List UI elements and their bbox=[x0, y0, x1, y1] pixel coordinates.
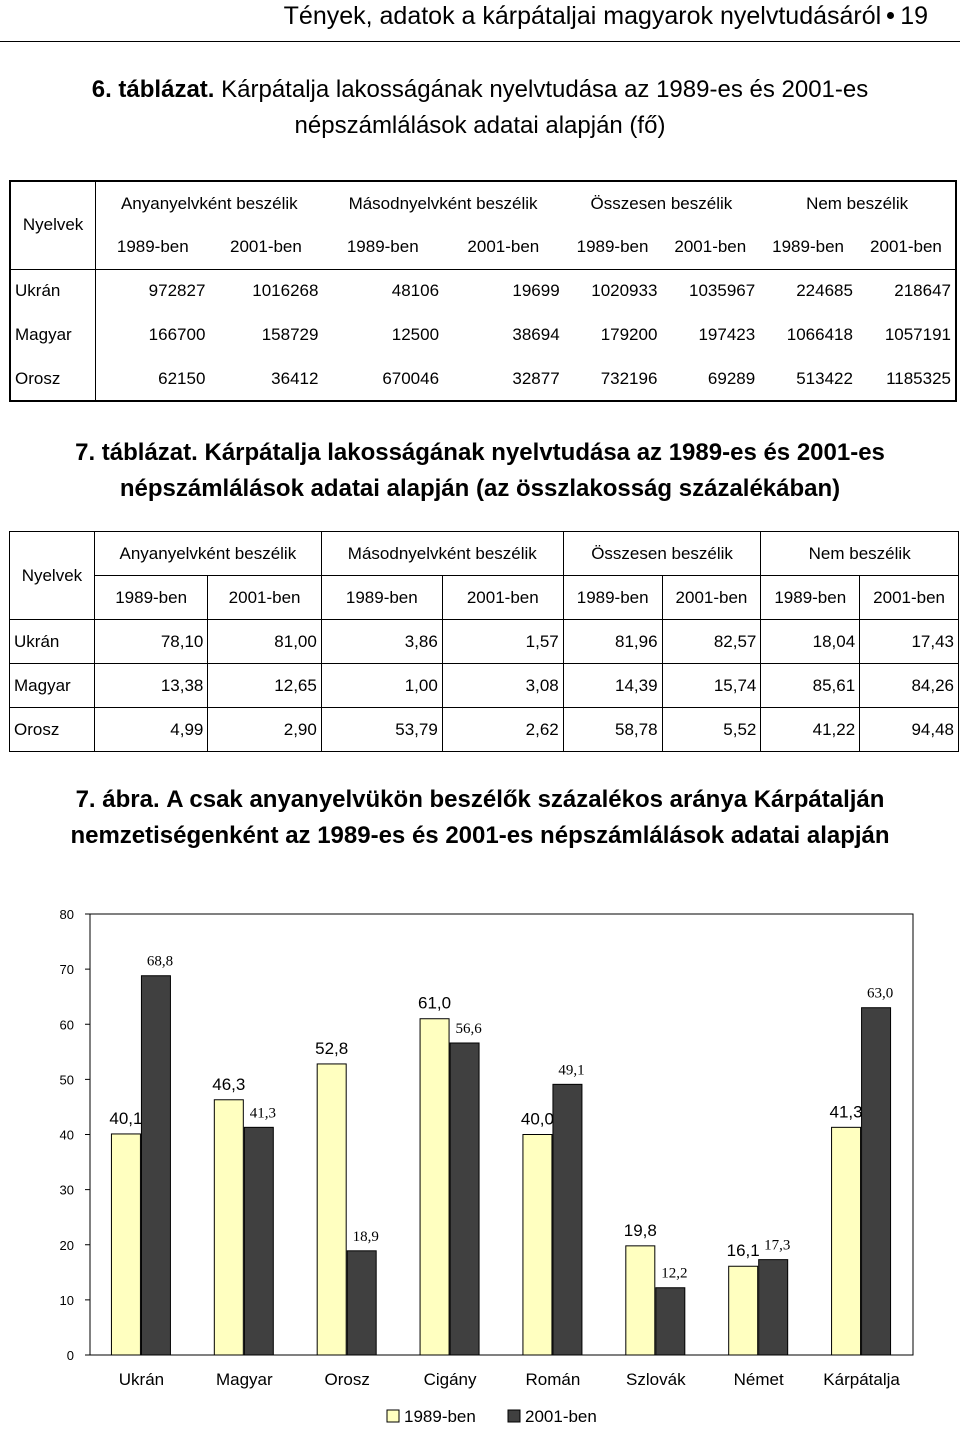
cell: 38694 bbox=[512, 325, 560, 344]
table6-caption-line2: népszámlálások adatai alapján (fő) bbox=[294, 112, 666, 139]
group-header: Anyanyelvként beszélik bbox=[120, 193, 298, 213]
data-label-2001: 12,2 bbox=[661, 1265, 688, 1282]
cell: 62150 bbox=[158, 368, 206, 388]
year-header: 2001-ben bbox=[442, 576, 563, 620]
plot-frame bbox=[90, 914, 913, 1355]
bar-chart bbox=[0, 890, 960, 1445]
cell: 179200 bbox=[600, 325, 658, 344]
cell: 1035967 bbox=[689, 281, 756, 301]
y-tick-label: 80 bbox=[59, 907, 74, 922]
legend-swatch-1989 bbox=[387, 1410, 399, 1422]
table6-caption-line1: Kárpátalja lakosságának nyelvtudása az 1989-es és 2001-es bbox=[221, 76, 869, 103]
cell: 17,43 bbox=[860, 620, 959, 664]
cell: 972827 bbox=[148, 281, 206, 301]
table-row bbox=[10, 269, 956, 313]
data-label-2001: 63,0 bbox=[866, 985, 894, 1002]
x-category-label: Német bbox=[733, 1370, 784, 1389]
cell: 224685 bbox=[796, 281, 853, 301]
year-header: 1989-ben bbox=[321, 576, 442, 620]
bar-1989 bbox=[214, 1100, 243, 1355]
cell: 166700 bbox=[148, 325, 206, 344]
year-header: 1989-ben bbox=[322, 225, 443, 269]
year-header: 1989-ben bbox=[564, 225, 662, 269]
year-header: 1989-ben bbox=[563, 576, 662, 620]
legend-label-1989: 1989-ben bbox=[404, 1407, 476, 1426]
cell: 158729 bbox=[261, 325, 319, 344]
cell: 2,62 bbox=[442, 708, 563, 752]
table-row bbox=[10, 620, 959, 664]
cell: 513422 bbox=[796, 368, 853, 388]
cell: 197423 bbox=[698, 325, 756, 344]
cell: 14,39 bbox=[563, 664, 662, 708]
bullet-separator bbox=[887, 12, 894, 19]
cell: 1,57 bbox=[442, 620, 563, 664]
year-header: 1989-ben bbox=[96, 225, 210, 269]
data-label-2001: 17,3 bbox=[764, 1237, 791, 1254]
figure7-caption bbox=[0, 782, 960, 854]
cell: 1020933 bbox=[591, 281, 658, 301]
table7-caption-line1: Kárpátalja lakosságának nyelvtudása az 1989-es és 2001-es bbox=[204, 439, 885, 466]
figure7-caption-line1: A csak anyanyelvükön beszélők százalékos aránya Kárpátalján bbox=[166, 786, 885, 813]
bar-1989 bbox=[832, 1127, 861, 1355]
cell: 94,48 bbox=[860, 708, 959, 752]
row-label: Magyar bbox=[10, 664, 95, 708]
cell: 3,86 bbox=[321, 620, 442, 664]
year-header: 1989-ben bbox=[759, 225, 857, 269]
y-tick-label: 50 bbox=[59, 1072, 74, 1088]
row-label: Orosz bbox=[10, 357, 96, 401]
data-label-1989: 19,8 bbox=[623, 1220, 657, 1240]
y-tick-label: 40 bbox=[59, 1127, 74, 1143]
cell: 1185325 bbox=[886, 368, 951, 388]
cell: 1016268 bbox=[252, 281, 319, 301]
cell: 3,08 bbox=[442, 664, 563, 708]
table7-caption bbox=[0, 435, 960, 507]
table7 bbox=[9, 531, 959, 752]
data-label-1989: 46,3 bbox=[212, 1074, 246, 1094]
bar-1989 bbox=[317, 1064, 346, 1355]
cell: 48106 bbox=[391, 281, 440, 301]
year-header: 2001-ben bbox=[209, 225, 322, 269]
data-label-1989: 16,1 bbox=[726, 1241, 760, 1261]
data-label-2001: 68,8 bbox=[146, 953, 174, 970]
legend-swatch-2001 bbox=[508, 1410, 520, 1422]
table6 bbox=[9, 180, 957, 402]
cell: 1,00 bbox=[321, 664, 442, 708]
group-header: Másodnyelvként beszélik bbox=[348, 193, 538, 213]
group-header: Összesen beszélik bbox=[590, 193, 733, 213]
x-category-label: Magyar bbox=[215, 1370, 273, 1389]
cell: 85,61 bbox=[761, 664, 860, 708]
bar-2001 bbox=[347, 1251, 376, 1355]
cell: 82,57 bbox=[662, 620, 761, 664]
cell: 36412 bbox=[271, 368, 319, 388]
cell: 13,38 bbox=[94, 664, 207, 708]
cell: 732196 bbox=[600, 368, 658, 388]
cell: 41,22 bbox=[761, 708, 860, 752]
figure7-caption-line2: nemzetiségenként az 1989-es és 2001-es népszámlálások adatai alapján bbox=[70, 822, 890, 849]
running-title: Tények, adatok a kárpátaljai magyarok nyelvtudásáról bbox=[283, 2, 882, 30]
y-tick-label: 30 bbox=[59, 1182, 74, 1198]
cell: 4,99 bbox=[94, 708, 207, 752]
cell: 32877 bbox=[512, 368, 560, 388]
bar-2001 bbox=[759, 1260, 788, 1355]
cell: 53,79 bbox=[321, 708, 442, 752]
bar-1989 bbox=[626, 1246, 655, 1355]
cell: 78,10 bbox=[94, 620, 207, 664]
year-header: 2001-ben bbox=[443, 225, 564, 269]
cell: 84,26 bbox=[860, 664, 959, 708]
row-label: Orosz bbox=[10, 708, 95, 752]
bar-1989 bbox=[420, 1019, 449, 1355]
x-category-label: Orosz bbox=[324, 1370, 370, 1389]
group-header: Másodnyelvként beszélik bbox=[321, 532, 563, 576]
data-label-1989: 61,0 bbox=[418, 993, 452, 1013]
y-tick-label: 0 bbox=[66, 1348, 74, 1363]
cell: 2,90 bbox=[208, 708, 321, 752]
bar-1989 bbox=[523, 1135, 552, 1356]
bar-2001 bbox=[244, 1127, 273, 1355]
year-header: 2001-ben bbox=[857, 225, 956, 269]
running-head bbox=[0, 0, 960, 42]
group-header: Anyanyelvként beszélik bbox=[94, 532, 321, 576]
page-number: 19 bbox=[900, 2, 928, 30]
cell: 18,04 bbox=[761, 620, 860, 664]
cell: 218647 bbox=[894, 281, 951, 301]
cell: 1066418 bbox=[786, 325, 853, 344]
group-header: Összesen beszélik bbox=[563, 532, 761, 576]
year-header: 1989-ben bbox=[94, 576, 207, 620]
year-header: 2001-ben bbox=[208, 576, 321, 620]
data-label-2001: 49,1 bbox=[558, 1062, 585, 1079]
cell: 15,74 bbox=[662, 664, 761, 708]
x-category-label: Román bbox=[525, 1370, 581, 1389]
row-label: Magyar bbox=[10, 313, 96, 357]
year-header: 2001-ben bbox=[860, 576, 959, 620]
data-label-1989: 52,8 bbox=[315, 1038, 349, 1058]
table-row bbox=[10, 313, 956, 357]
row-label: Ukrán bbox=[10, 620, 95, 664]
table-row bbox=[10, 664, 959, 708]
cell: 58,78 bbox=[563, 708, 662, 752]
row-header: Nyelvek bbox=[10, 532, 95, 620]
cell: 12,65 bbox=[208, 664, 321, 708]
bar-2001 bbox=[656, 1288, 685, 1355]
bar-2001 bbox=[553, 1084, 582, 1355]
legend-label-2001: 2001-ben bbox=[525, 1407, 597, 1426]
cell: 1057191 bbox=[884, 325, 951, 344]
table-row bbox=[10, 708, 959, 752]
data-label-1989: 41,3 bbox=[829, 1102, 863, 1122]
table-row bbox=[10, 357, 956, 401]
cell: 670046 bbox=[382, 368, 440, 388]
group-header: Nem beszélik bbox=[761, 532, 959, 576]
figure7-caption-label: 7. ábra. bbox=[75, 786, 160, 813]
data-label-1989: 40,0 bbox=[520, 1109, 554, 1129]
x-category-label: Kárpátalja bbox=[823, 1370, 900, 1389]
data-label-1989: 40,1 bbox=[109, 1108, 143, 1128]
year-header: 1989-ben bbox=[761, 576, 860, 620]
bar-2001 bbox=[450, 1043, 479, 1355]
cell: 81,96 bbox=[563, 620, 662, 664]
y-tick-label: 70 bbox=[59, 962, 74, 978]
data-label-2001: 18,9 bbox=[352, 1228, 379, 1245]
bar-2001 bbox=[141, 976, 170, 1355]
bar-1989 bbox=[729, 1266, 758, 1355]
data-label-2001: 41,3 bbox=[249, 1105, 276, 1122]
table7-caption-label: 7. táblázat. bbox=[75, 439, 198, 466]
cell: 69289 bbox=[707, 368, 756, 388]
bar-2001 bbox=[862, 1008, 891, 1355]
cell: 19699 bbox=[512, 281, 560, 301]
bar-1989 bbox=[111, 1134, 140, 1355]
group-header: Nem beszélik bbox=[806, 193, 909, 213]
table7-caption-line2: népszámlálások adatai alapján (az összlakosság százalékában) bbox=[119, 475, 841, 502]
cell: 81,00 bbox=[208, 620, 321, 664]
y-tick-label: 20 bbox=[59, 1237, 74, 1253]
year-header: 2001-ben bbox=[662, 576, 761, 620]
cell: 5,52 bbox=[662, 708, 761, 752]
table6-caption bbox=[0, 72, 960, 144]
y-tick-label: 60 bbox=[59, 1017, 74, 1033]
year-header: 2001-ben bbox=[661, 225, 759, 269]
row-header: Nyelvek bbox=[10, 181, 96, 269]
x-category-label: Cigány bbox=[423, 1370, 477, 1389]
y-tick-label: 10 bbox=[59, 1292, 74, 1308]
cell: 12500 bbox=[391, 325, 440, 344]
row-label: Ukrán bbox=[10, 269, 96, 313]
data-label-2001: 56,6 bbox=[455, 1020, 482, 1037]
table6-caption-label: 6. táblázat. bbox=[91, 76, 215, 103]
x-category-label: Szlovák bbox=[626, 1370, 686, 1389]
x-category-label: Ukrán bbox=[118, 1370, 165, 1389]
